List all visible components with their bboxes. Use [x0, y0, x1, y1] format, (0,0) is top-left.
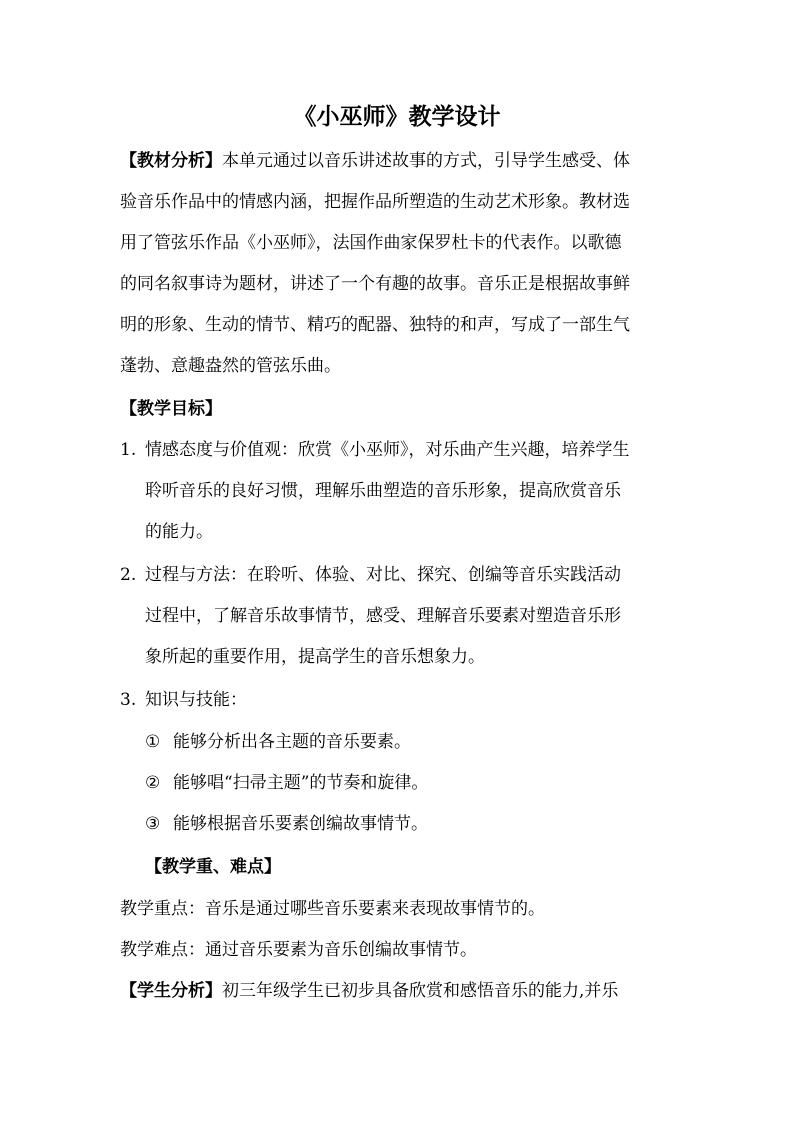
page-title: 《小巫师》教学设计 [293, 103, 501, 130]
student-line-1 [120, 978, 618, 1004]
analysis-text-1: 本单元通过以音乐讲述故事的方式，引导学生感受、体 [222, 151, 630, 171]
goal-3-sub-1 [145, 729, 411, 755]
analysis-line-3: 用了管弦乐作品《小巫师》，法国作曲家保罗杜卡的代表作。以歌德 [120, 233, 622, 253]
key-focus: 教学重点：音乐是通过哪些音乐要素来表现故事情节的。 [120, 899, 545, 919]
goal-3-sub-1-text: 能够分析出各主题的音乐要素。 [173, 732, 411, 752]
student-text-1: 初三年级学生已初步具备欣赏和感悟音乐的能力,并乐 [222, 981, 619, 1001]
goal-3-number: 3. [120, 690, 137, 710]
goal-3-line-1 [120, 687, 247, 713]
goal-1-text-1: 情感态度与价值观：欣赏《小巫师》，对乐曲产生兴趣，培养学生 [145, 440, 630, 460]
goal-1-line-1 [120, 437, 630, 463]
goal-3-sub-2-text: 能够唱“扫帚主题”的节奏和旋律。 [173, 773, 429, 793]
goal-2-number: 2. [120, 565, 137, 585]
analysis-line-1 [120, 148, 630, 174]
goal-1-line-2: 聆听音乐的良好习惯，理解乐曲塑造的音乐形象，提高欣赏音乐 [145, 481, 621, 501]
analysis-line-6: 蓬勃、意趣盎然的管弦乐曲。 [120, 356, 341, 376]
analysis-line-2: 验音乐作品中的情感内涵，把握作品所塑造的生动艺术形象。教材选 [120, 192, 630, 212]
goal-2-line-2: 过程中，了解音乐故事情节，感受、理解音乐要素对塑造音乐形 [145, 606, 621, 626]
analysis-heading: 【教材分析】 [120, 151, 222, 171]
goal-3-sub-3-text: 能够根据音乐要素创编故事情节。 [173, 814, 428, 834]
goal-1-number: 1. [120, 440, 137, 460]
goals-heading: 【教学目标】 [120, 399, 222, 419]
goal-2-text-1: 过程与方法：在聆听、体验、对比、探究、创编等音乐实践活动 [145, 565, 621, 585]
analysis-line-4: 的同名叙事诗为题材，讲述了一个有趣的故事。音乐正是根据故事鲜 [120, 274, 630, 294]
goal-3-sub-3 [145, 811, 428, 837]
goal-1-line-3: 的能力。 [145, 522, 213, 542]
circled-two-mark: ② [145, 773, 161, 793]
goal-3-sub-2 [145, 770, 428, 796]
circled-one-mark: ① [145, 732, 161, 752]
key-difficulty: 教学难点：通过音乐要素为音乐创编故事情节。 [120, 940, 477, 960]
analysis-line-5: 明的形象、生动的情节、精巧的配器、独特的和声，写成了一部生气 [120, 315, 630, 335]
key-heading: 【教学重、难点】 [145, 857, 281, 877]
goal-2-line-3: 象所起的重要作用，提高学生的音乐想象力。 [145, 647, 485, 667]
circled-three-mark: ③ [145, 814, 161, 834]
goal-3-text-1: 知识与技能： [145, 690, 247, 710]
student-heading: 【学生分析】 [120, 981, 222, 1001]
goal-2-line-1 [120, 562, 621, 588]
